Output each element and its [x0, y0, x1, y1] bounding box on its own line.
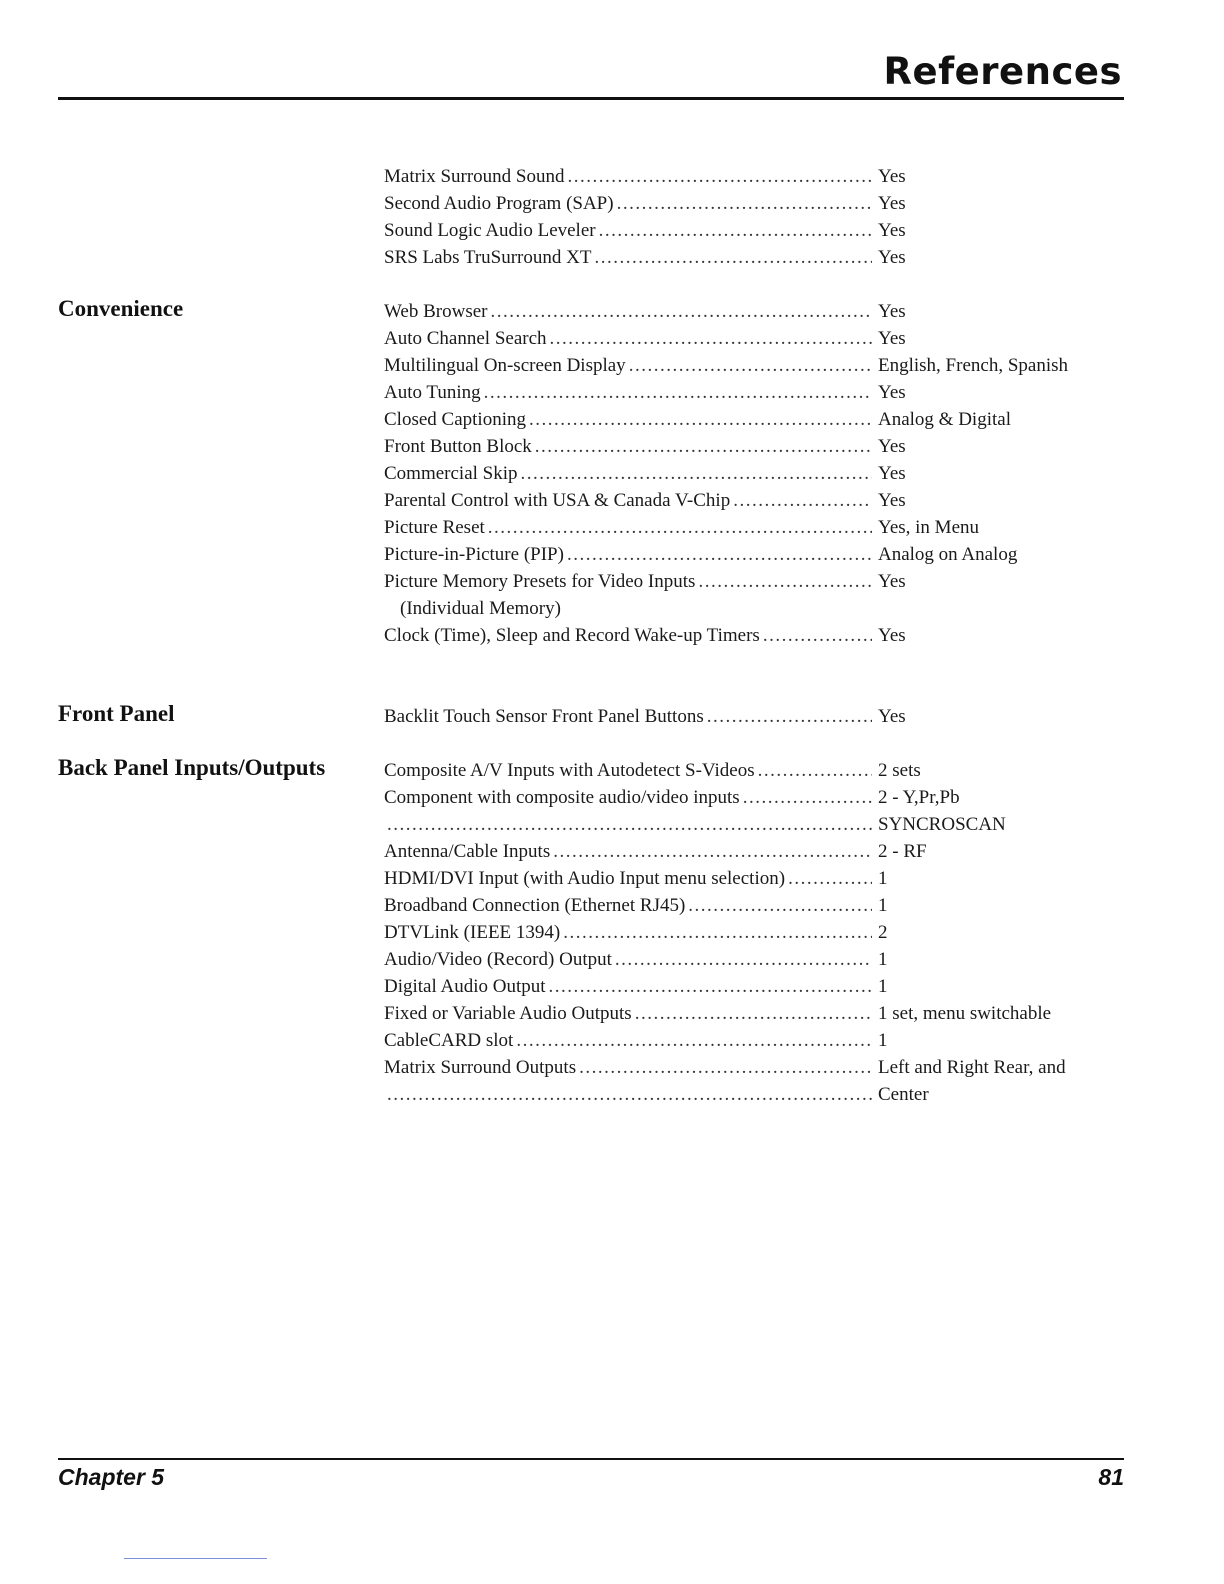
spec-name: Sound Logic Audio Leveler	[384, 220, 596, 241]
spec-row	[384, 1081, 1104, 1105]
spec-value: Analog & Digital	[878, 409, 1011, 430]
spec-value: Yes	[878, 706, 906, 727]
dot-leader	[490, 298, 872, 325]
spec-row	[384, 892, 1104, 919]
dot-leader	[688, 892, 872, 919]
spec-row-left	[384, 460, 872, 487]
dot-leader	[535, 433, 872, 460]
dot-leader	[733, 487, 872, 514]
spec-row	[384, 622, 1104, 649]
spec-row-left	[384, 352, 872, 379]
spec-name: SRS Labs TruSurround XT	[384, 247, 592, 268]
dot-leader	[579, 1054, 872, 1081]
spec-value: Left and Right Rear, and	[878, 1057, 1066, 1078]
dot-leader	[387, 811, 872, 838]
spec-row-left	[384, 244, 872, 271]
spec-value: Yes	[878, 382, 906, 403]
chapter-label: Chapter 5	[58, 1464, 165, 1490]
spec-value: Yes	[878, 328, 906, 349]
section-heading: Back Panel Inputs/Outputs	[58, 755, 326, 780]
spec-name: Front Button Block	[384, 436, 532, 457]
spec-list	[384, 298, 1104, 649]
spec-name: Parental Control with USA & Canada V-Chip	[384, 490, 731, 511]
dot-leader	[594, 244, 872, 271]
spec-value: 2	[878, 922, 888, 943]
spec-value: Center	[878, 1084, 929, 1105]
dot-leader	[617, 190, 872, 217]
spec-row	[384, 838, 1104, 865]
spec-row	[384, 379, 1104, 406]
spec-list	[384, 163, 1104, 271]
spec-row	[384, 568, 1104, 595]
spec-row-left	[384, 406, 872, 433]
spec-name: Second Audio Program (SAP)	[384, 193, 614, 214]
spec-row-left	[384, 757, 872, 784]
dot-leader	[758, 757, 872, 784]
spec-row-left	[384, 217, 872, 244]
dot-leader	[484, 379, 872, 406]
spec-name: Multilingual On-screen Display	[384, 355, 626, 376]
spec-row-left	[384, 838, 872, 865]
spec-name: Picture-in-Picture (PIP)	[384, 544, 564, 565]
spec-name: Composite A/V Inputs with Autodetect S-Videos	[384, 760, 755, 781]
spec-row	[384, 352, 1104, 379]
dot-leader	[563, 919, 872, 946]
spec-name: Web Browser	[384, 301, 488, 322]
dot-leader	[615, 946, 872, 973]
spec-row	[384, 190, 1104, 217]
spec-value: 1	[878, 976, 888, 997]
spec-row-left	[384, 514, 872, 541]
spec-value: Yes	[878, 436, 906, 457]
spec-row-left	[384, 433, 872, 460]
spec-name: Auto Channel Search	[384, 328, 547, 349]
spec-row	[384, 784, 1104, 811]
spec-name: Commercial Skip	[384, 463, 518, 484]
spec-value: 1	[878, 868, 888, 889]
footer-rule	[58, 1458, 1124, 1460]
spec-row-left	[384, 379, 872, 406]
spec-value: Yes	[878, 193, 906, 214]
decorative-underline	[124, 1558, 267, 1559]
section-heading: Convenience	[58, 296, 184, 321]
spec-name: Backlit Touch Sensor Front Panel Buttons	[384, 706, 704, 727]
spec-row	[384, 919, 1104, 946]
spec-value: 1	[878, 1030, 888, 1051]
spec-value: Yes	[878, 625, 906, 646]
dot-leader	[550, 325, 872, 352]
spec-value: Analog on Analog	[878, 544, 1018, 565]
spec-list	[384, 757, 1104, 1105]
dot-leader	[488, 514, 872, 541]
dot-leader	[599, 217, 872, 244]
spec-value: SYNCROSCAN	[878, 814, 1006, 835]
spec-row-left	[384, 541, 872, 568]
spec-name: DTVLink (IEEE 1394)	[384, 922, 561, 943]
spec-row-left	[384, 568, 872, 595]
page-title: References	[883, 50, 1122, 93]
dot-leader	[707, 703, 872, 730]
spec-value: English, French, Spanish	[878, 355, 1068, 376]
spec-row	[384, 1000, 1104, 1027]
dot-leader	[568, 163, 873, 190]
spec-row	[384, 217, 1104, 244]
spec-list	[384, 703, 1104, 730]
spec-row-left	[384, 622, 872, 649]
spec-name: Antenna/Cable Inputs	[384, 841, 551, 862]
spec-value: 1 set, menu switchable	[878, 1003, 1052, 1024]
dot-leader	[516, 1027, 872, 1054]
dot-leader	[529, 406, 872, 433]
spec-name: CableCARD slot	[384, 1030, 514, 1051]
spec-name: Component with composite audio/video inputs	[384, 787, 740, 808]
spec-row	[384, 514, 1104, 541]
spec-row	[384, 541, 1104, 568]
spec-row	[384, 433, 1104, 460]
spec-name: Closed Captioning	[384, 409, 526, 430]
spec-row	[384, 757, 1104, 784]
spec-name: Fixed or Variable Audio Outputs	[384, 1003, 632, 1024]
spec-row-left	[384, 919, 872, 946]
spec-row	[384, 163, 1104, 190]
dot-leader	[553, 838, 872, 865]
spec-row-left	[384, 946, 872, 973]
dot-leader	[698, 568, 872, 595]
spec-row	[384, 946, 1104, 973]
spec-name: (Individual Memory)	[400, 598, 561, 619]
page-number: 81	[1098, 1464, 1124, 1490]
spec-row-left	[384, 325, 872, 352]
dot-leader	[387, 1081, 872, 1108]
spec-value: Yes	[878, 247, 906, 268]
dot-leader	[567, 541, 872, 568]
spec-name: Clock (Time), Sleep and Record Wake-up Timers	[384, 625, 760, 646]
spec-value: 1	[878, 895, 888, 916]
section-heading: Front Panel	[58, 701, 175, 726]
spec-row	[384, 325, 1104, 352]
spec-row-left	[384, 1081, 872, 1108]
spec-value: 1	[878, 949, 888, 970]
spec-name: Auto Tuning	[384, 382, 481, 403]
spec-name: HDMI/DVI Input (with Audio Input menu selection)	[384, 868, 786, 889]
spec-value: Yes, in Menu	[878, 517, 980, 538]
dot-leader	[629, 352, 872, 379]
spec-row	[384, 595, 1104, 622]
spec-row	[384, 703, 1104, 730]
spec-name: Picture Memory Presets for Video Inputs	[384, 571, 696, 592]
spec-value: Yes	[878, 463, 906, 484]
spec-value: 2 sets	[878, 760, 921, 781]
spec-name: Picture Reset	[384, 517, 485, 538]
header-rule	[58, 97, 1124, 100]
spec-row-left	[384, 487, 872, 514]
spec-row-left	[384, 973, 872, 1000]
dot-leader	[743, 784, 872, 811]
spec-row-left	[384, 865, 872, 892]
spec-value: Yes	[878, 490, 906, 511]
dot-leader	[635, 1000, 872, 1027]
spec-value: Yes	[878, 301, 906, 322]
spec-row-left	[384, 1054, 872, 1081]
spec-name: Matrix Surround Outputs	[384, 1057, 577, 1078]
spec-row	[384, 244, 1104, 271]
spec-row	[384, 1054, 1104, 1081]
spec-row-left	[384, 298, 872, 325]
spec-row	[384, 487, 1104, 514]
dot-leader	[788, 865, 872, 892]
spec-name: Matrix Surround Sound	[384, 166, 565, 187]
dot-leader	[521, 460, 872, 487]
dot-leader	[763, 622, 872, 649]
spec-row-left	[384, 1000, 872, 1027]
spec-row	[384, 973, 1104, 1000]
spec-value: 2 - Y,Pr,Pb	[878, 787, 960, 808]
spec-row	[384, 865, 1104, 892]
spec-name: Audio/Video (Record) Output	[384, 949, 612, 970]
spec-row-left	[384, 892, 872, 919]
spec-row	[384, 460, 1104, 487]
spec-name: Digital Audio Output	[384, 976, 546, 997]
spec-value: Yes	[878, 220, 906, 241]
spec-row-left	[384, 1027, 872, 1054]
spec-row	[384, 1027, 1104, 1054]
spec-value: Yes	[878, 166, 906, 187]
spec-row-left	[384, 811, 872, 838]
spec-value: 2 - RF	[878, 841, 927, 862]
spec-row-left	[384, 163, 872, 190]
spec-row	[384, 406, 1104, 433]
spec-row-left	[384, 703, 872, 730]
spec-row	[384, 298, 1104, 325]
dot-leader	[549, 973, 873, 1000]
spec-row-left	[384, 595, 872, 622]
spec-row-left	[384, 190, 872, 217]
spec-name: Broadband Connection (Ethernet RJ45)	[384, 895, 686, 916]
spec-row	[384, 811, 1104, 838]
spec-value: Yes	[878, 571, 906, 592]
spec-row-left	[384, 784, 872, 811]
